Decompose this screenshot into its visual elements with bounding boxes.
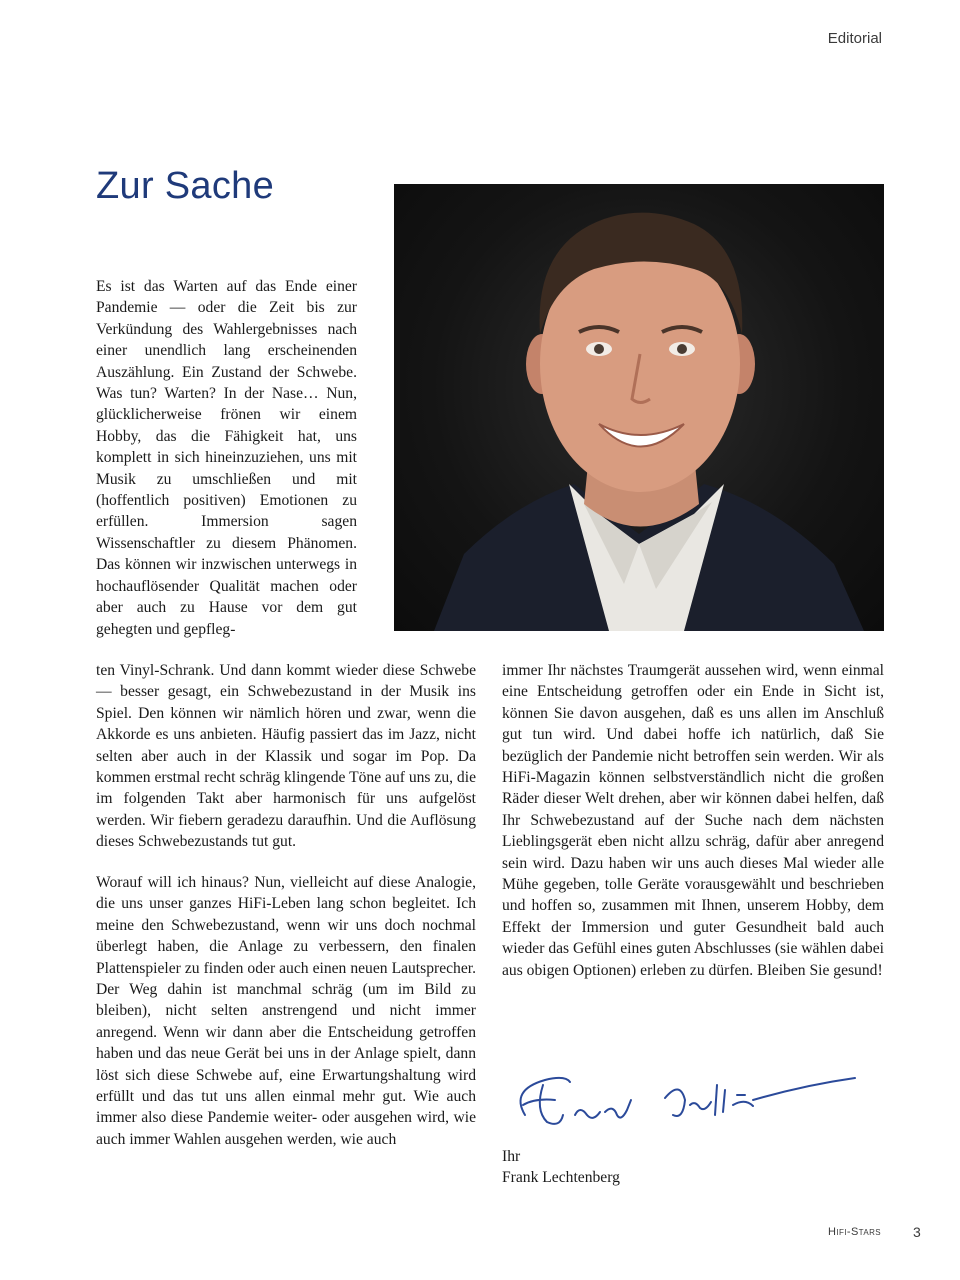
author-portrait bbox=[394, 184, 884, 631]
body-paragraph-right-column: immer Ihr nächstes Traumgerät aussehen wird, wenn einmal eine Entscheidung getroffen oder ein Ende in Sicht ist, können Sie davon ausgehen, daß es uns allen im Anschluß gut tun wird. Und dabei hoffe ich natürlich, daß Sie bezüglich der Pandemie nicht betroffen sein werden. Wir als HiFi-Magazin können selbstverständlich nicht die großen Räder dieser Welt drehen, aber wir können dabei helfen, daß Ihr Schwebezustand auf der Suche nach dem nächsten Lieblingsgerät eben nicht allzu schräg, dafür aber anregend sein wird. Dazu haben wir uns auch dieses Mal wieder alle Mühe gegeben, tolle Geräte vorausgewählt und beschrieben und hoffen so, zusammen mit Ihnen, unserem Hobby, dem Effekt der Immersion und guter Gesundheit bald auch wieder das Gefühl eines guten Abschlusses (sie wählen dabei aus obigen Optionen) erleben zu dürfen. Bleiben Sie gesund! bbox=[502, 662, 884, 979]
page-number: 3 bbox=[913, 1224, 921, 1240]
closing-word: Ihr bbox=[502, 1148, 521, 1165]
signature-icon bbox=[505, 1060, 865, 1140]
page-title: Zur Sache bbox=[96, 165, 275, 207]
closing-block bbox=[502, 1146, 620, 1189]
intro-paragraph: Es ist das Warten auf das Ende einer Pandemie — oder die Zeit bis zur Verkündung des Wahlergebnisses nach einer unendlich lang erscheinenden Auszählung. Ein Zustand der Schwebe. Was tun? Warten? In der Nase… Nun, glücklicherweise frönen wir einem Hobby, das die Fähigkeit hat, uns komplett in sich hineinzuziehen, uns mit Musik zu umschließen und mit (hoffentlich positiven) Emotionen zu erfüllen. Immersion sagen Wissenschaftler zu diesem Phänomen. Das können wir inzwischen unterwegs in hochauflösender Qualität machen oder aber auch zu Hause vor dem gut gehegten und gepfleg- bbox=[96, 278, 357, 638]
portrait-illustration bbox=[394, 184, 884, 631]
body-paragraph-2: Worauf will ich hinaus? Nun, vielleicht auf diese Analogie, die uns unser ganzes HiFi-Leben lang schon begleitet. Ich meine den Schwebezustand, wenn wir uns doch nochmal überlegt haben, die Anlage zu verbessern, den finalen Plattenspieler zu finden oder auch einen neuen Lautsprecher. Der Weg dahin ist manchmal schräg (um im Bild zu bleiben), nicht selten anstrengend und nicht immer anregend. Wenn wir dann aber die Entscheidung getroffen haben und das neue Gerät bei uns in der Anlage spielt, dann löst sich diese Schwebe auf, eine Erwartungshaltung wird erfüllt und das tut uns allen einmal mehr gut. Wie auch immer also diese Pandemie weiter- oder ausgehen wird, wie auch immer Wahlen ausgehen werden, wie auch bbox=[96, 874, 476, 1148]
body-paragraph-continuation: ten Vinyl-Schrank. Und dann kommt wieder diese Schwebe — besser gesagt, ein Schwebezustand in der Musik ins Spiel. Den können wir nämlich hören und zwar, wenn die Akkorde es uns anbieten. Häufig passiert das im Jazz, nicht selten aber auch in der Klassik und sogar im Pop. Da kommen erstmal recht schräg klingende Töne auf uns zu, die im folgenden Takt aber harmonisch für uns aufgelöst werden. Wir fiebern geradezu daraufhin. Und die Auflösung dieses Schwebezustands tut gut. bbox=[96, 662, 476, 851]
section-label: Editorial bbox=[827, 30, 882, 47]
magazine-name: Hifi-Stars bbox=[828, 1226, 882, 1238]
author-name: Frank Lechtenberg bbox=[502, 1169, 620, 1187]
